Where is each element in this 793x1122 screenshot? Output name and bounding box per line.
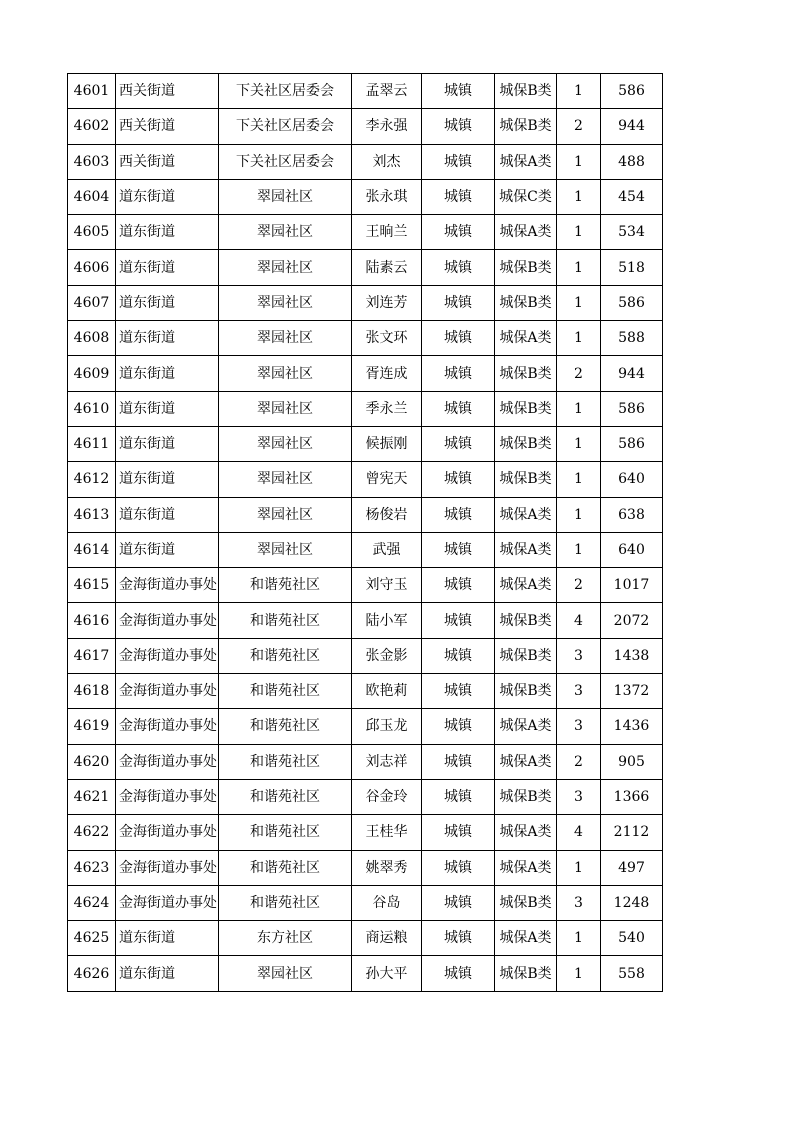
household-count-cell: 1 bbox=[557, 532, 601, 567]
street-cell: 金海街道办事处 bbox=[116, 885, 219, 920]
street-cell: 金海街道办事处 bbox=[116, 850, 219, 885]
category-cell: 城保A类 bbox=[495, 921, 557, 956]
area-type-cell: 城镇 bbox=[422, 779, 495, 814]
name-cell: 王桂华 bbox=[352, 815, 422, 850]
area-type-cell: 城镇 bbox=[422, 956, 495, 991]
community-cell: 翠园社区 bbox=[219, 356, 352, 391]
name-cell: 季永兰 bbox=[352, 391, 422, 426]
street-cell: 道东街道 bbox=[116, 250, 219, 285]
household-count-cell: 1 bbox=[557, 285, 601, 320]
row-id-cell: 4603 bbox=[68, 144, 116, 179]
area-type-cell: 城镇 bbox=[422, 462, 495, 497]
row-id-cell: 4623 bbox=[68, 850, 116, 885]
street-cell: 道东街道 bbox=[116, 391, 219, 426]
row-id-cell: 4621 bbox=[68, 779, 116, 814]
amount-cell: 905 bbox=[601, 744, 663, 779]
street-cell: 金海街道办事处 bbox=[116, 603, 219, 638]
area-type-cell: 城镇 bbox=[422, 921, 495, 956]
amount-cell: 588 bbox=[601, 321, 663, 356]
row-id-cell: 4613 bbox=[68, 497, 116, 532]
household-count-cell: 1 bbox=[557, 462, 601, 497]
community-cell: 翠园社区 bbox=[219, 321, 352, 356]
street-cell: 金海街道办事处 bbox=[116, 815, 219, 850]
household-count-cell: 1 bbox=[557, 956, 601, 991]
area-type-cell: 城镇 bbox=[422, 285, 495, 320]
amount-cell: 2072 bbox=[601, 603, 663, 638]
street-cell: 道东街道 bbox=[116, 956, 219, 991]
category-cell: 城保B类 bbox=[495, 74, 557, 109]
street-cell: 道东街道 bbox=[116, 285, 219, 320]
row-id-cell: 4625 bbox=[68, 921, 116, 956]
amount-cell: 586 bbox=[601, 426, 663, 461]
table-row bbox=[68, 426, 663, 461]
name-cell: 张金影 bbox=[352, 638, 422, 673]
table-row bbox=[68, 250, 663, 285]
name-cell: 张文环 bbox=[352, 321, 422, 356]
area-type-cell: 城镇 bbox=[422, 709, 495, 744]
table-row bbox=[68, 674, 663, 709]
area-type-cell: 城镇 bbox=[422, 391, 495, 426]
name-cell: 陆小军 bbox=[352, 603, 422, 638]
row-id-cell: 4624 bbox=[68, 885, 116, 920]
data-table bbox=[67, 73, 663, 992]
table-row bbox=[68, 921, 663, 956]
table-row bbox=[68, 179, 663, 214]
amount-cell: 1436 bbox=[601, 709, 663, 744]
street-cell: 道东街道 bbox=[116, 179, 219, 214]
name-cell: 武强 bbox=[352, 532, 422, 567]
name-cell: 曾宪天 bbox=[352, 462, 422, 497]
name-cell: 王晌兰 bbox=[352, 215, 422, 250]
row-id-cell: 4616 bbox=[68, 603, 116, 638]
table-row bbox=[68, 109, 663, 144]
community-cell: 翠园社区 bbox=[219, 285, 352, 320]
category-cell: 城保A类 bbox=[495, 497, 557, 532]
row-id-cell: 4607 bbox=[68, 285, 116, 320]
row-id-cell: 4610 bbox=[68, 391, 116, 426]
area-type-cell: 城镇 bbox=[422, 744, 495, 779]
amount-cell: 640 bbox=[601, 532, 663, 567]
area-type-cell: 城镇 bbox=[422, 179, 495, 214]
household-count-cell: 1 bbox=[557, 250, 601, 285]
category-cell: 城保B类 bbox=[495, 285, 557, 320]
community-cell: 和谐苑社区 bbox=[219, 603, 352, 638]
area-type-cell: 城镇 bbox=[422, 426, 495, 461]
category-cell: 城保B类 bbox=[495, 109, 557, 144]
row-id-cell: 4626 bbox=[68, 956, 116, 991]
category-cell: 城保A类 bbox=[495, 321, 557, 356]
amount-cell: 640 bbox=[601, 462, 663, 497]
household-count-cell: 1 bbox=[557, 921, 601, 956]
amount-cell: 1372 bbox=[601, 674, 663, 709]
community-cell: 和谐苑社区 bbox=[219, 744, 352, 779]
household-count-cell: 1 bbox=[557, 179, 601, 214]
street-cell: 道东街道 bbox=[116, 532, 219, 567]
street-cell: 金海街道办事处 bbox=[116, 568, 219, 603]
area-type-cell: 城镇 bbox=[422, 109, 495, 144]
area-type-cell: 城镇 bbox=[422, 885, 495, 920]
name-cell: 谷岛 bbox=[352, 885, 422, 920]
area-type-cell: 城镇 bbox=[422, 674, 495, 709]
community-cell: 翠园社区 bbox=[219, 426, 352, 461]
row-id-cell: 4622 bbox=[68, 815, 116, 850]
area-type-cell: 城镇 bbox=[422, 532, 495, 567]
category-cell: 城保B类 bbox=[495, 250, 557, 285]
table-row bbox=[68, 603, 663, 638]
community-cell: 和谐苑社区 bbox=[219, 779, 352, 814]
table-row bbox=[68, 285, 663, 320]
category-cell: 城保A类 bbox=[495, 532, 557, 567]
row-id-cell: 4611 bbox=[68, 426, 116, 461]
community-cell: 和谐苑社区 bbox=[219, 885, 352, 920]
street-cell: 西关街道 bbox=[116, 144, 219, 179]
row-id-cell: 4617 bbox=[68, 638, 116, 673]
table-row bbox=[68, 74, 663, 109]
street-cell: 道东街道 bbox=[116, 215, 219, 250]
category-cell: 城保A类 bbox=[495, 215, 557, 250]
table-row bbox=[68, 391, 663, 426]
area-type-cell: 城镇 bbox=[422, 215, 495, 250]
name-cell: 谷金玲 bbox=[352, 779, 422, 814]
category-cell: 城保B类 bbox=[495, 956, 557, 991]
amount-cell: 518 bbox=[601, 250, 663, 285]
community-cell: 和谐苑社区 bbox=[219, 850, 352, 885]
row-id-cell: 4604 bbox=[68, 179, 116, 214]
household-count-cell: 3 bbox=[557, 638, 601, 673]
row-id-cell: 4618 bbox=[68, 674, 116, 709]
community-cell: 和谐苑社区 bbox=[219, 674, 352, 709]
name-cell: 孟翠云 bbox=[352, 74, 422, 109]
household-count-cell: 3 bbox=[557, 709, 601, 744]
community-cell: 和谐苑社区 bbox=[219, 709, 352, 744]
household-count-cell: 3 bbox=[557, 779, 601, 814]
category-cell: 城保B类 bbox=[495, 638, 557, 673]
name-cell: 刘守玉 bbox=[352, 568, 422, 603]
row-id-cell: 4620 bbox=[68, 744, 116, 779]
household-count-cell: 1 bbox=[557, 144, 601, 179]
name-cell: 刘志祥 bbox=[352, 744, 422, 779]
category-cell: 城保A类 bbox=[495, 815, 557, 850]
category-cell: 城保B类 bbox=[495, 674, 557, 709]
community-cell: 翠园社区 bbox=[219, 956, 352, 991]
row-id-cell: 4606 bbox=[68, 250, 116, 285]
row-id-cell: 4605 bbox=[68, 215, 116, 250]
name-cell: 刘连芳 bbox=[352, 285, 422, 320]
table-row bbox=[68, 744, 663, 779]
community-cell: 翠园社区 bbox=[219, 250, 352, 285]
category-cell: 城保B类 bbox=[495, 779, 557, 814]
street-cell: 金海街道办事处 bbox=[116, 744, 219, 779]
table-row bbox=[68, 779, 663, 814]
table-row bbox=[68, 815, 663, 850]
amount-cell: 2112 bbox=[601, 815, 663, 850]
category-cell: 城保A类 bbox=[495, 709, 557, 744]
row-id-cell: 4602 bbox=[68, 109, 116, 144]
area-type-cell: 城镇 bbox=[422, 250, 495, 285]
household-count-cell: 2 bbox=[557, 109, 601, 144]
name-cell: 姚翠秀 bbox=[352, 850, 422, 885]
household-count-cell: 1 bbox=[557, 215, 601, 250]
table-row bbox=[68, 321, 663, 356]
community-cell: 翠园社区 bbox=[219, 462, 352, 497]
table-row bbox=[68, 850, 663, 885]
amount-cell: 586 bbox=[601, 391, 663, 426]
street-cell: 道东街道 bbox=[116, 497, 219, 532]
area-type-cell: 城镇 bbox=[422, 497, 495, 532]
household-count-cell: 1 bbox=[557, 321, 601, 356]
household-count-cell: 2 bbox=[557, 356, 601, 391]
household-count-cell: 1 bbox=[557, 391, 601, 426]
street-cell: 金海街道办事处 bbox=[116, 709, 219, 744]
community-cell: 翠园社区 bbox=[219, 532, 352, 567]
table-body bbox=[68, 74, 663, 992]
category-cell: 城保B类 bbox=[495, 356, 557, 391]
category-cell: 城保A类 bbox=[495, 850, 557, 885]
name-cell: 杨俊岩 bbox=[352, 497, 422, 532]
name-cell: 邱玉龙 bbox=[352, 709, 422, 744]
table-row bbox=[68, 568, 663, 603]
table-row bbox=[68, 709, 663, 744]
community-cell: 下关社区居委会 bbox=[219, 74, 352, 109]
name-cell: 张永琪 bbox=[352, 179, 422, 214]
household-count-cell: 4 bbox=[557, 603, 601, 638]
row-id-cell: 4609 bbox=[68, 356, 116, 391]
area-type-cell: 城镇 bbox=[422, 850, 495, 885]
amount-cell: 586 bbox=[601, 285, 663, 320]
household-count-cell: 1 bbox=[557, 497, 601, 532]
street-cell: 道东街道 bbox=[116, 426, 219, 461]
household-count-cell: 3 bbox=[557, 674, 601, 709]
community-cell: 东方社区 bbox=[219, 921, 352, 956]
amount-cell: 586 bbox=[601, 74, 663, 109]
street-cell: 道东街道 bbox=[116, 356, 219, 391]
community-cell: 翠园社区 bbox=[219, 179, 352, 214]
row-id-cell: 4614 bbox=[68, 532, 116, 567]
community-cell: 翠园社区 bbox=[219, 497, 352, 532]
row-id-cell: 4608 bbox=[68, 321, 116, 356]
household-count-cell: 1 bbox=[557, 74, 601, 109]
name-cell: 陆素云 bbox=[352, 250, 422, 285]
category-cell: 城保A类 bbox=[495, 144, 557, 179]
amount-cell: 1248 bbox=[601, 885, 663, 920]
name-cell: 胥连成 bbox=[352, 356, 422, 391]
name-cell: 候振刚 bbox=[352, 426, 422, 461]
area-type-cell: 城镇 bbox=[422, 638, 495, 673]
table-row bbox=[68, 532, 663, 567]
household-count-cell: 2 bbox=[557, 744, 601, 779]
street-cell: 西关街道 bbox=[116, 109, 219, 144]
household-count-cell: 3 bbox=[557, 885, 601, 920]
household-count-cell: 1 bbox=[557, 850, 601, 885]
household-count-cell: 1 bbox=[557, 426, 601, 461]
row-id-cell: 4612 bbox=[68, 462, 116, 497]
street-cell: 金海街道办事处 bbox=[116, 674, 219, 709]
table-row bbox=[68, 144, 663, 179]
household-count-cell: 2 bbox=[557, 568, 601, 603]
community-cell: 和谐苑社区 bbox=[219, 815, 352, 850]
street-cell: 西关街道 bbox=[116, 74, 219, 109]
amount-cell: 944 bbox=[601, 109, 663, 144]
amount-cell: 534 bbox=[601, 215, 663, 250]
category-cell: 城保C类 bbox=[495, 179, 557, 214]
category-cell: 城保B类 bbox=[495, 885, 557, 920]
amount-cell: 540 bbox=[601, 921, 663, 956]
category-cell: 城保B类 bbox=[495, 391, 557, 426]
street-cell: 金海街道办事处 bbox=[116, 638, 219, 673]
row-id-cell: 4601 bbox=[68, 74, 116, 109]
table-row bbox=[68, 462, 663, 497]
table-row bbox=[68, 956, 663, 991]
table-row bbox=[68, 356, 663, 391]
area-type-cell: 城镇 bbox=[422, 356, 495, 391]
community-cell: 下关社区居委会 bbox=[219, 144, 352, 179]
amount-cell: 488 bbox=[601, 144, 663, 179]
street-cell: 金海街道办事处 bbox=[116, 779, 219, 814]
community-cell: 和谐苑社区 bbox=[219, 568, 352, 603]
amount-cell: 1017 bbox=[601, 568, 663, 603]
category-cell: 城保B类 bbox=[495, 426, 557, 461]
community-cell: 下关社区居委会 bbox=[219, 109, 352, 144]
street-cell: 道东街道 bbox=[116, 321, 219, 356]
amount-cell: 454 bbox=[601, 179, 663, 214]
name-cell: 商运粮 bbox=[352, 921, 422, 956]
area-type-cell: 城镇 bbox=[422, 74, 495, 109]
row-id-cell: 4619 bbox=[68, 709, 116, 744]
community-cell: 和谐苑社区 bbox=[219, 638, 352, 673]
name-cell: 孙大平 bbox=[352, 956, 422, 991]
area-type-cell: 城镇 bbox=[422, 144, 495, 179]
amount-cell: 558 bbox=[601, 956, 663, 991]
community-cell: 翠园社区 bbox=[219, 391, 352, 426]
name-cell: 欧艳莉 bbox=[352, 674, 422, 709]
category-cell: 城保A类 bbox=[495, 568, 557, 603]
table-row bbox=[68, 215, 663, 250]
area-type-cell: 城镇 bbox=[422, 815, 495, 850]
name-cell: 李永强 bbox=[352, 109, 422, 144]
category-cell: 城保A类 bbox=[495, 744, 557, 779]
amount-cell: 1366 bbox=[601, 779, 663, 814]
table-row bbox=[68, 497, 663, 532]
amount-cell: 944 bbox=[601, 356, 663, 391]
street-cell: 道东街道 bbox=[116, 462, 219, 497]
category-cell: 城保B类 bbox=[495, 603, 557, 638]
street-cell: 道东街道 bbox=[116, 921, 219, 956]
row-id-cell: 4615 bbox=[68, 568, 116, 603]
category-cell: 城保B类 bbox=[495, 462, 557, 497]
amount-cell: 638 bbox=[601, 497, 663, 532]
amount-cell: 497 bbox=[601, 850, 663, 885]
area-type-cell: 城镇 bbox=[422, 568, 495, 603]
amount-cell: 1438 bbox=[601, 638, 663, 673]
name-cell: 刘杰 bbox=[352, 144, 422, 179]
household-count-cell: 4 bbox=[557, 815, 601, 850]
area-type-cell: 城镇 bbox=[422, 603, 495, 638]
area-type-cell: 城镇 bbox=[422, 321, 495, 356]
table-row bbox=[68, 885, 663, 920]
table-row bbox=[68, 638, 663, 673]
community-cell: 翠园社区 bbox=[219, 215, 352, 250]
